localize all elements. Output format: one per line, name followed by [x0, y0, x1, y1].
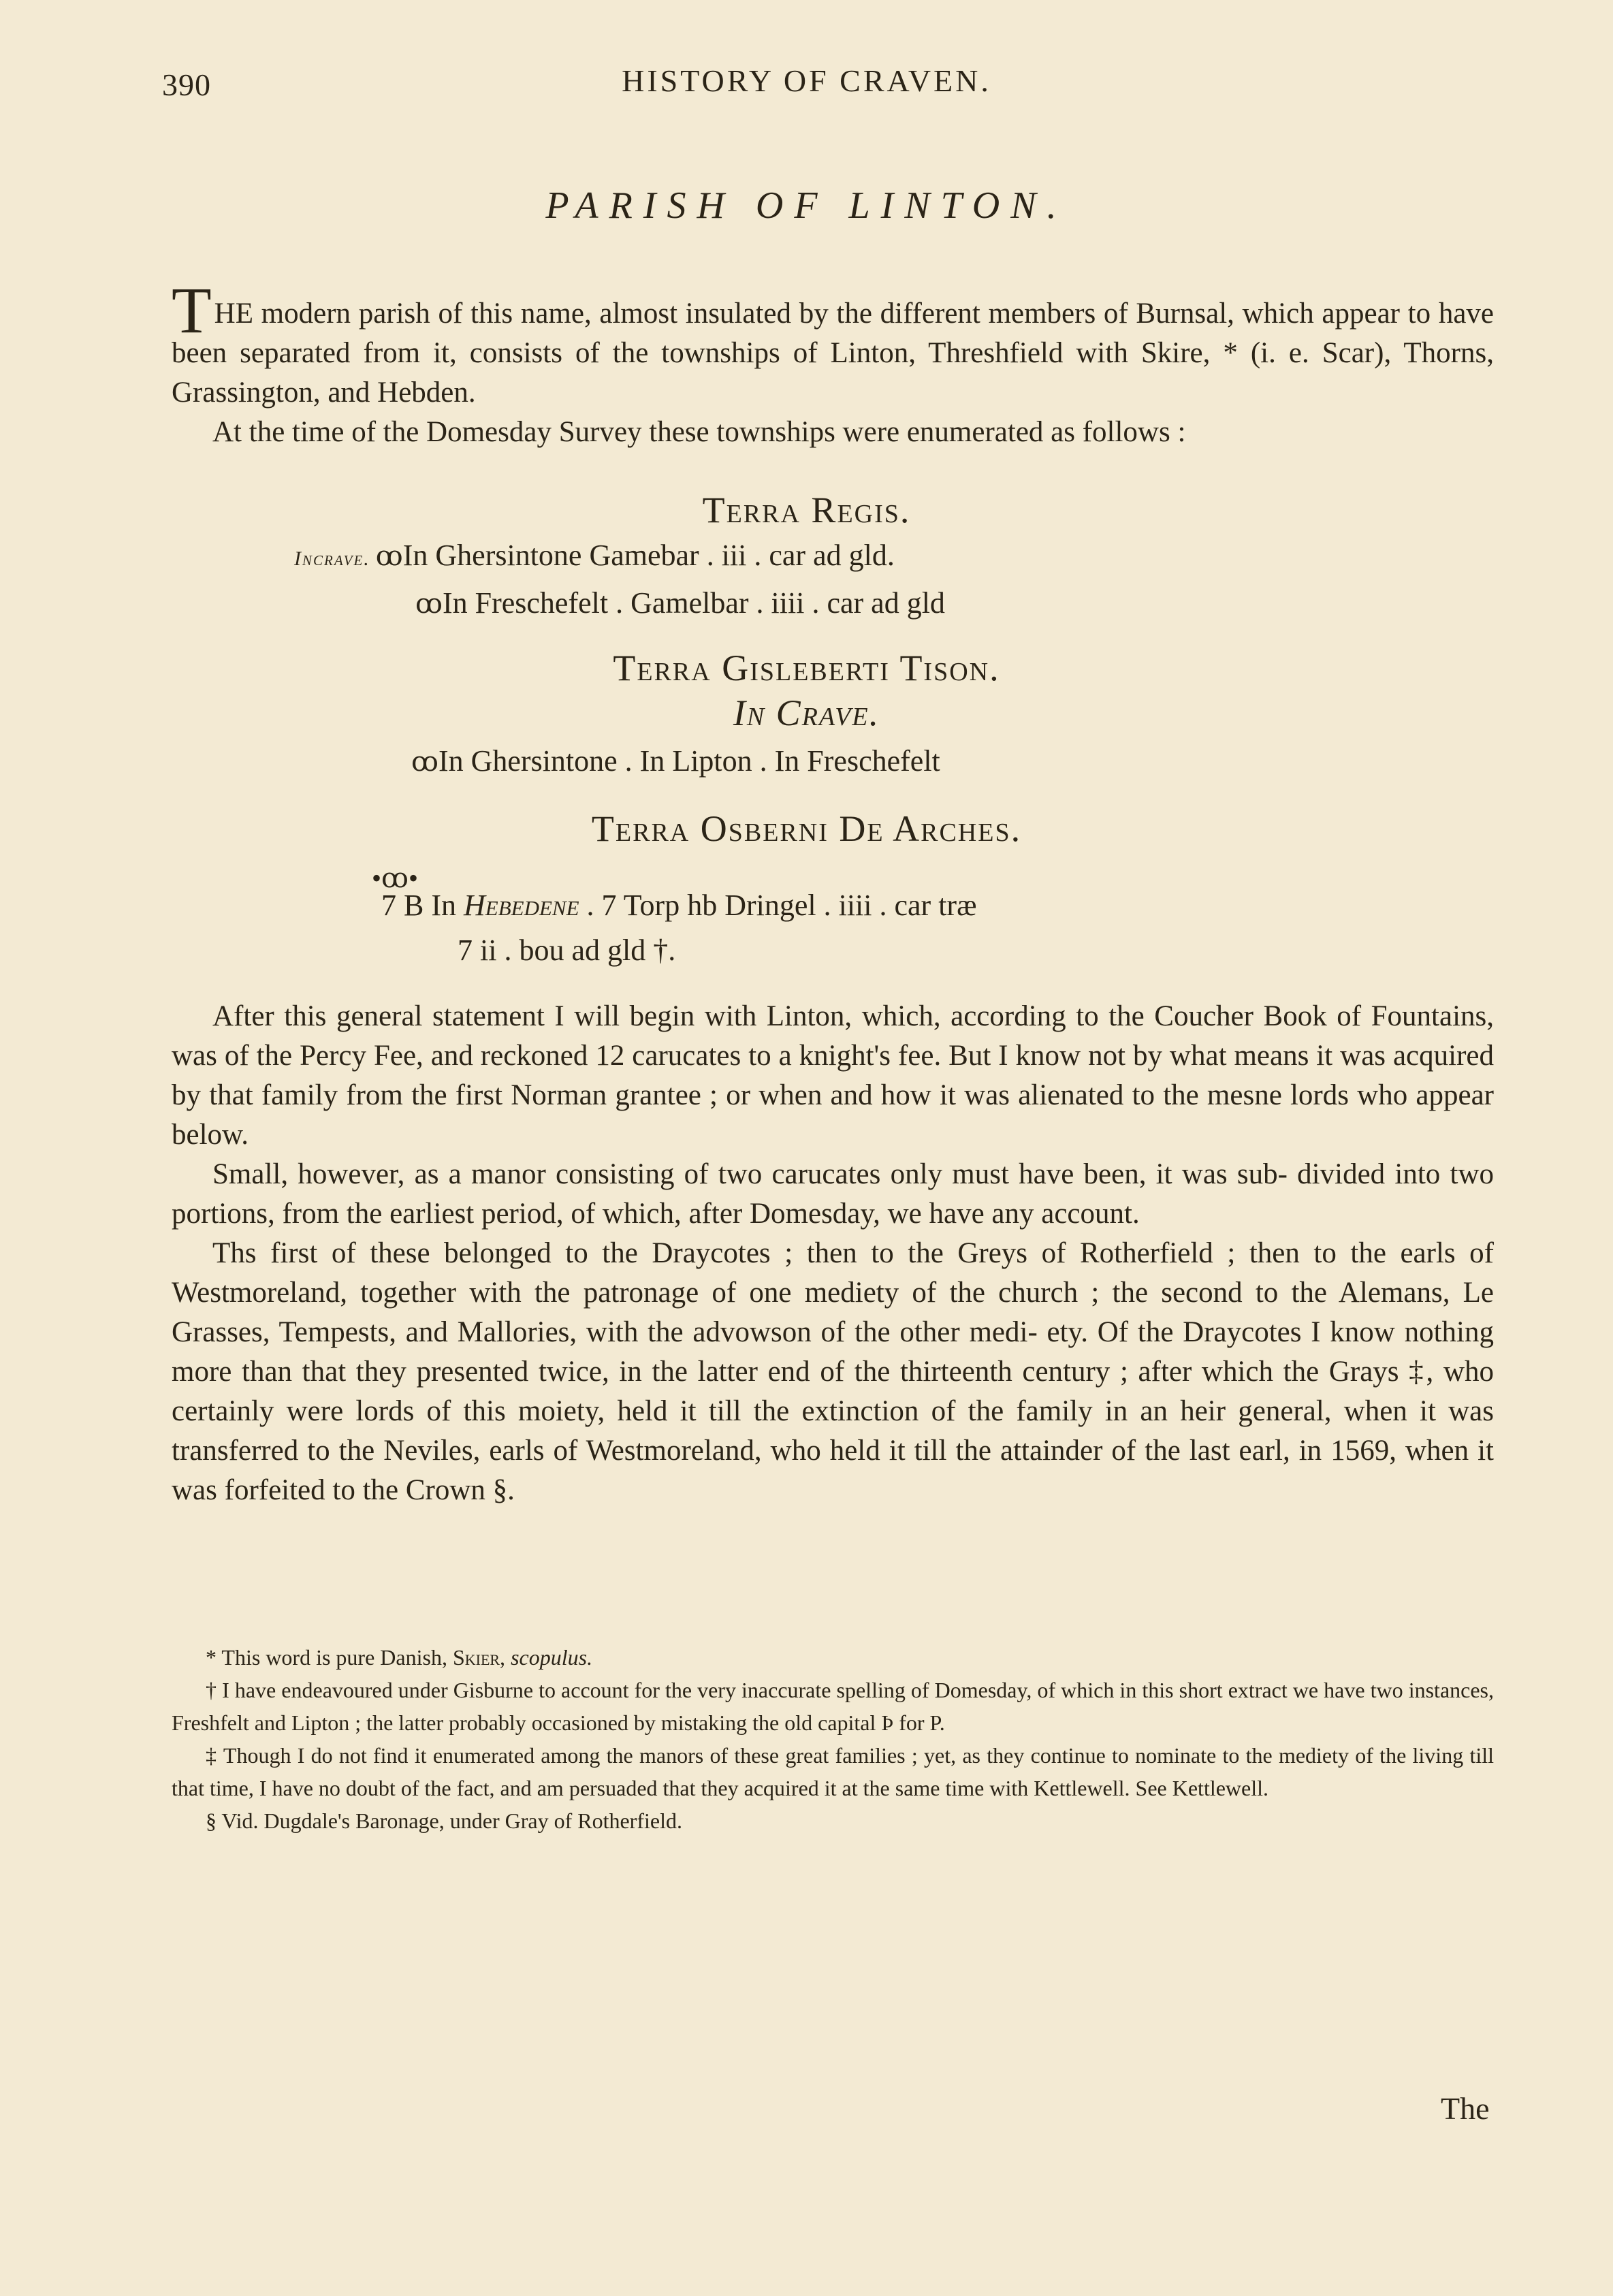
- running-title: HISTORY OF CRAVEN.: [622, 63, 991, 98]
- manor-symbol-icon: ꝏ: [375, 541, 403, 571]
- body-paragraph-3: Ths first of these belonged to the Draycotes ; then to the Greys of Rotherfield ; then to the earls of Westmoreland, together with the patronage of one mediety of the church ; the second to the Alemans, Le Grasses, Tempests, and Mallories, with the advowson of the other medi- ety. Of the Draycotes I know nothing more than that they presented twice, in the latter end of the thirteenth century ; after which the Grays ‡, who certainly were lords of this moiety, held it till the extinction of the family in an heir general, when it was transferred to the Neviles, earls of Westmoreland, who held it till the attainder of the last earl, in 1569, when it was forfeited to the Crown §.: [172, 1237, 1494, 1506]
- footnote-4: § Vid. Dugdale's Baronage, under Gray of Rotherfield.: [206, 1808, 682, 1833]
- subheading-in-crave: In Crave.: [733, 692, 880, 733]
- domesday-entry-1: Incrave. ꝏIn Ghersintone Gamebar . iii . car ad gld.: [294, 539, 895, 572]
- domesday-entry-2: ꝏIn Freschefelt . Gamelbar . iiii . car ad gld: [415, 586, 945, 620]
- intro-text: HE modern parish of this name, almost insulated by the different members of Burnsal, which appear to have been separated from it, consists of the townships of Linton, Threshfield with Skire, * (i. e. Scar), Thorns, Grassington, and Hebden.: [172, 298, 1494, 409]
- manor-symbol-icon: ꝏ: [415, 588, 443, 619]
- domesday-entry-4: 7 B In Hebedene . 7 Torp hb Dringel . iiii . car træ: [381, 889, 977, 922]
- footnotes: [172, 1641, 1494, 1837]
- body-paragraph-2: Small, however, as a manor consisting of two carucates only must have been, it was sub- divided into two portions, from the earliest period, of which, after Domesday, we have any account.: [172, 1158, 1494, 1230]
- manor-symbol-icon: •ꝏ•: [372, 863, 418, 893]
- heading-terra-osberni: Terra Osberni De Arches.: [591, 808, 1022, 849]
- manor-symbol-icon: ꝏ: [411, 746, 438, 777]
- heading-terra-regis: Terra Regis.: [702, 490, 911, 530]
- footnote-2: † I have endeavoured under Gisburne to account for the very inaccurate spelling of Domesday, of which in this short extract we have two instances, Freshfelt and Lipton ; the latter probably occasioned by mistaking the old capital Þ for P.: [172, 1678, 1494, 1735]
- margin-label: Incrave.: [294, 547, 370, 570]
- catchword: The: [1441, 2091, 1490, 2126]
- intro-paragraph: [172, 274, 1494, 413]
- drop-cap: T: [172, 274, 212, 347]
- body-paragraph-1: After this general statement I will begin with Linton, which, according to the Coucher Book of Fountains, was of the Percy Fee, and reckoned 12 carucates to a knight's fee. But I know not by what means it was acquired by that family from the first Norman grantee ; or when and how it was alienated to the mesne lords who appear below.: [172, 1000, 1494, 1151]
- domesday-entry-5: 7 ii . bou ad gld †.: [458, 934, 676, 967]
- domesday-entry-3: ꝏIn Ghersintone . In Lipton . In Freschefelt: [411, 744, 940, 778]
- intro-paragraph-2: At the time of the Domesday Survey these townships were enumerated as follows :: [212, 416, 1186, 448]
- footnote-1: * This word is pure Danish, Skier, scopulus.: [206, 1645, 593, 1670]
- footnote-3: ‡ Though I do not find it enumerated among the manors of these great families ; yet, as they continue to nominate to the mediety of the living till that time, I have no doubt of the fact, and am persuaded that they acquired it at the same time with Kettlewell. See Kettlewell.: [172, 1743, 1494, 1800]
- heading-terra-gisleberti: Terra Gisleberti Tison.: [613, 648, 1000, 688]
- body-block: [172, 997, 1494, 1510]
- intro-block: [172, 274, 1494, 452]
- page-number: 390: [162, 67, 211, 102]
- section-title: PARISH OF LINTON.: [545, 185, 1068, 227]
